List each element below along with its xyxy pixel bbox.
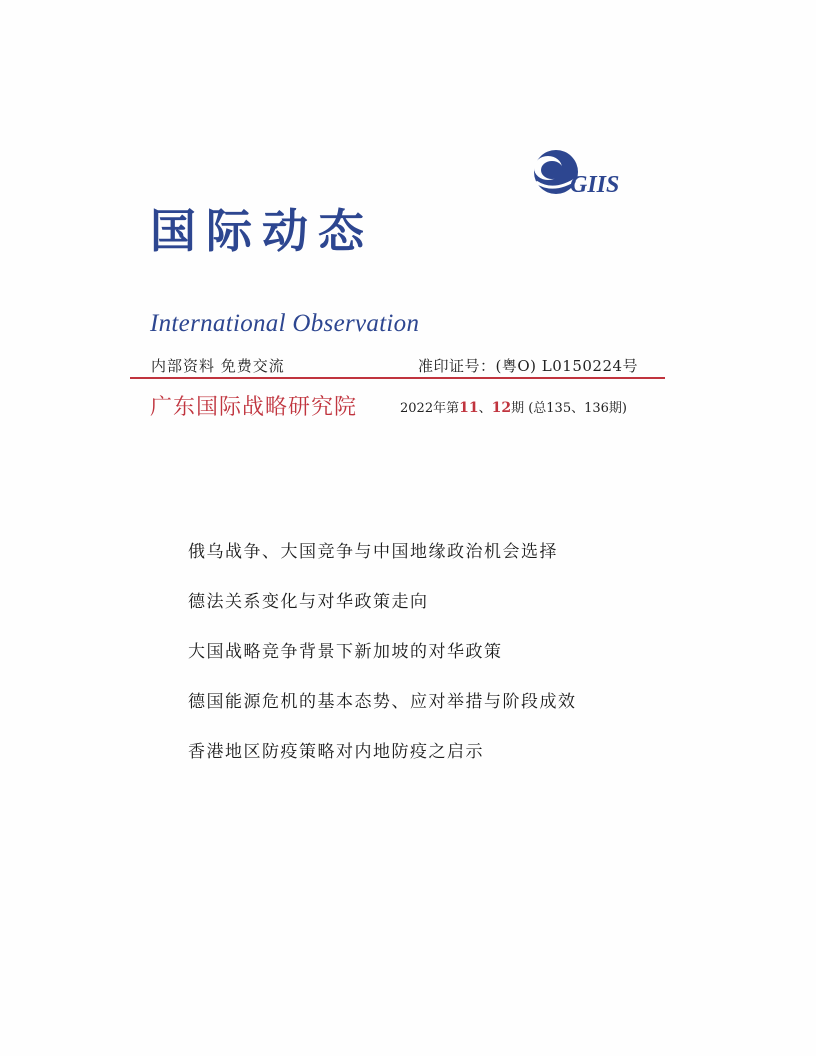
issue-separator: 、 — [478, 401, 492, 416]
article-list — [188, 540, 577, 790]
issue-suffix: 期 (总135、136期) — [511, 401, 627, 416]
journal-title: 国际动态 — [150, 204, 374, 258]
issue-number-2: 12 — [491, 400, 512, 416]
giis-logo — [530, 148, 650, 204]
article-title: 香港地区防疫策略对内地防疫之启示 — [188, 742, 484, 762]
publisher-name: 广东国际战略研究院 — [150, 395, 358, 420]
journal-title-english: International Observation — [150, 310, 420, 337]
internal-note: 内部资料 免费交流 — [151, 357, 285, 375]
permit-number: 准印证号：(粤O) L0150224号 — [418, 357, 639, 375]
issue-number-1: 11 — [459, 400, 479, 416]
issue-info — [400, 397, 627, 416]
issue-prefix: 2022年第 — [400, 401, 460, 416]
logo-text: GIIS — [570, 172, 620, 198]
article-title: 大国战略竞争背景下新加坡的对华政策 — [188, 642, 503, 662]
article-title: 俄乌战争、大国竞争与中国地缘政治机会选择 — [188, 542, 558, 562]
article-title: 德国能源危机的基本态势、应对举措与阶段成效 — [188, 692, 577, 712]
article-title: 德法关系变化与对华政策走向 — [188, 592, 429, 612]
red-divider — [130, 377, 665, 379]
globe-icon — [530, 148, 650, 204]
